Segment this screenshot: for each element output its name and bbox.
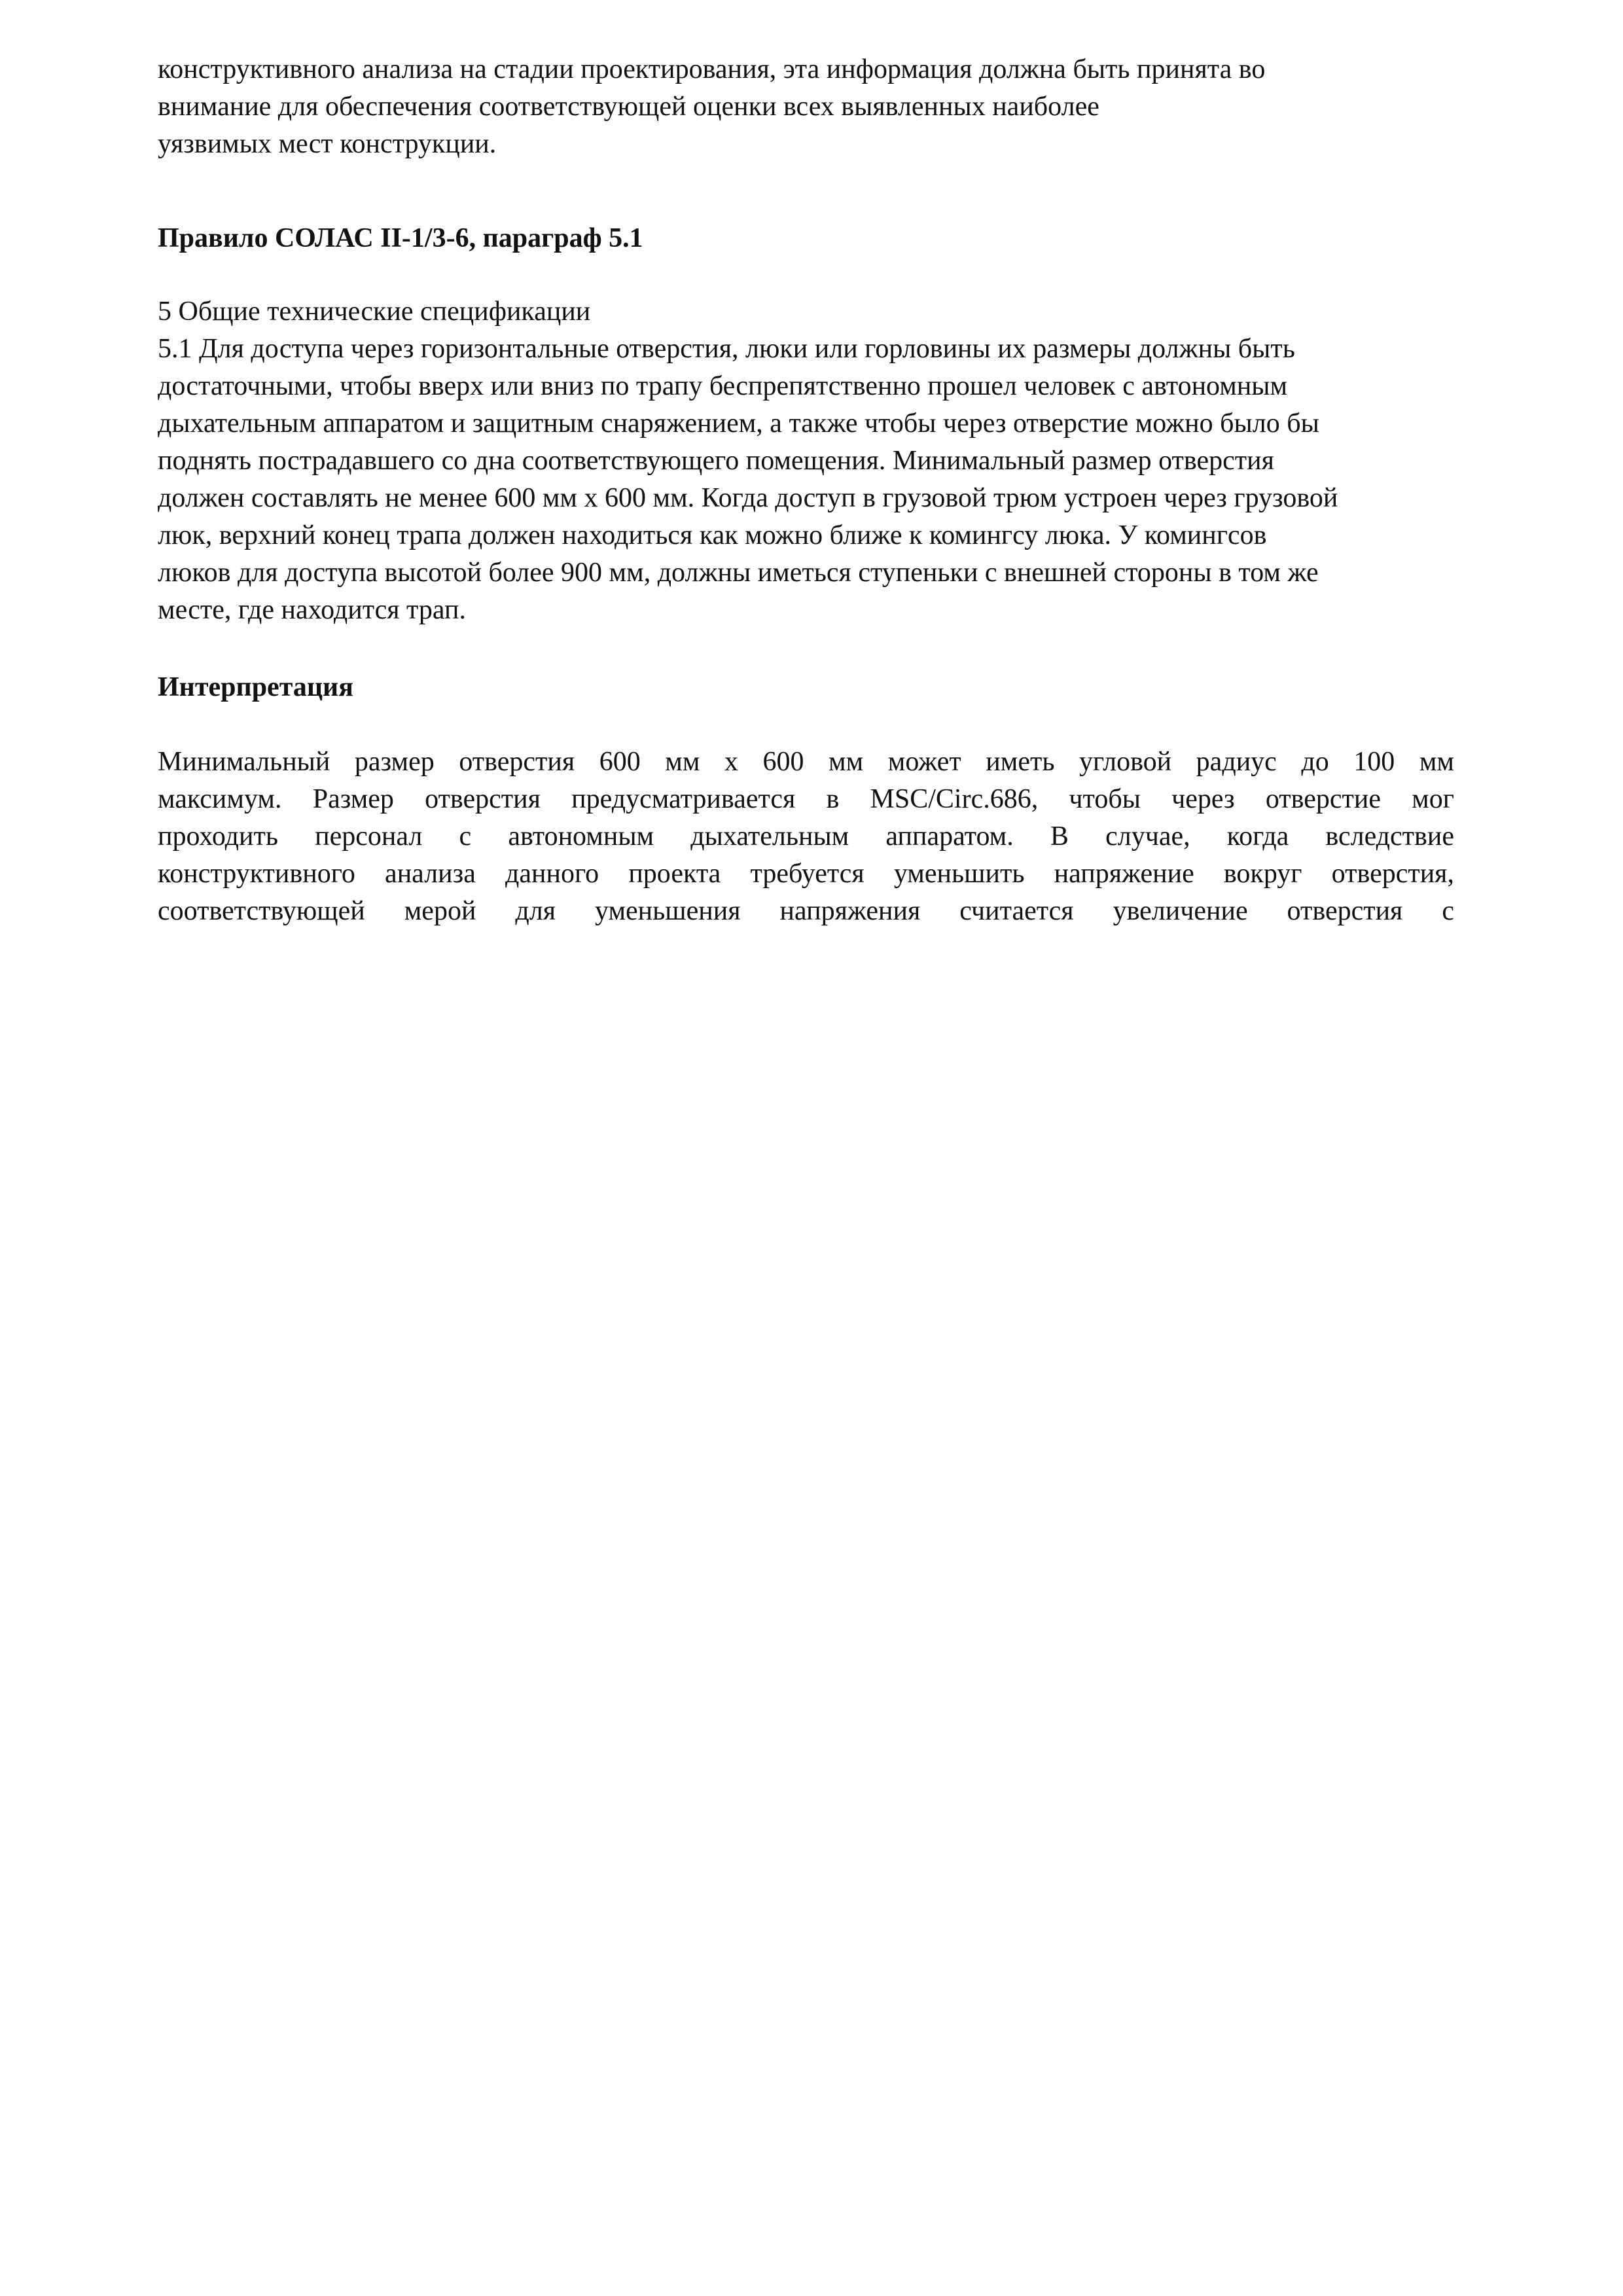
rule-line: должен составлять не менее 600 мм х 600 мм. Когда доступ в грузовой трюм устроен через грузовой (158, 483, 1338, 513)
intro-line: конструктивного анализа на стадии проектирования, эта информация должна быть принята во (158, 54, 1266, 84)
intro-line: уязвимых мест конструкции. (158, 129, 497, 159)
rule-line: люк, верхний конец трапа должен находиться как можно ближе к комингсу люка. У комингсов (158, 520, 1267, 550)
interpretation-line: максимум. Размер отверстия предусматривается в MSC/Circ.686, чтобы через отверстие мог (158, 784, 1454, 814)
rule-heading: Правило СОЛАС II-1/3-6, параграф 5.1 (158, 223, 643, 253)
interpretation-line: соответствующей мерой для уменьшения напряжения считается увеличение отверстия с (158, 896, 1454, 926)
intro-line: внимание для обеспечения соответствующей оценки всех выявленных наиболее (158, 92, 1099, 122)
rule-line: поднять пострадавшего со дна соответствующего помещения. Минимальный размер отверстия (158, 446, 1274, 476)
rule-line: люков для доступа высотой более 900 мм, должны иметься ступеньки с внешней стороны в том же (158, 558, 1319, 588)
interpretation-line: конструктивного анализа данного проекта требуется уменьшить напряжение вокруг отверстия, (158, 859, 1454, 889)
interpretation-line: Минимальный размер отверстия 600 мм х 600 мм может иметь угловой радиус до 100 мм (158, 747, 1454, 777)
rule-line: месте, где находится трап. (158, 595, 466, 625)
intro-paragraph (158, 51, 1454, 163)
rule-line: 5 Общие технические спецификации (158, 296, 591, 327)
interpretation-paragraph (158, 744, 1454, 930)
interpretation-line: проходить персонал с автономным дыхательным аппаратом. В случае, когда вследствие (158, 821, 1454, 852)
rule-line: достаточными, чтобы вверх или вниз по трапу беспрепятственно прошел человек с автономным (158, 371, 1288, 401)
rule-line: 5.1 Для доступа через горизонтальные отверстия, люки или горловины их размеры должны быть (158, 334, 1295, 364)
rule-line: дыхательным аппаратом и защитным снаряжением, а также чтобы через отверстие можно было бы (158, 408, 1319, 439)
rule-paragraph (158, 293, 1454, 629)
interpretation-heading: Интерпретация (158, 672, 353, 702)
